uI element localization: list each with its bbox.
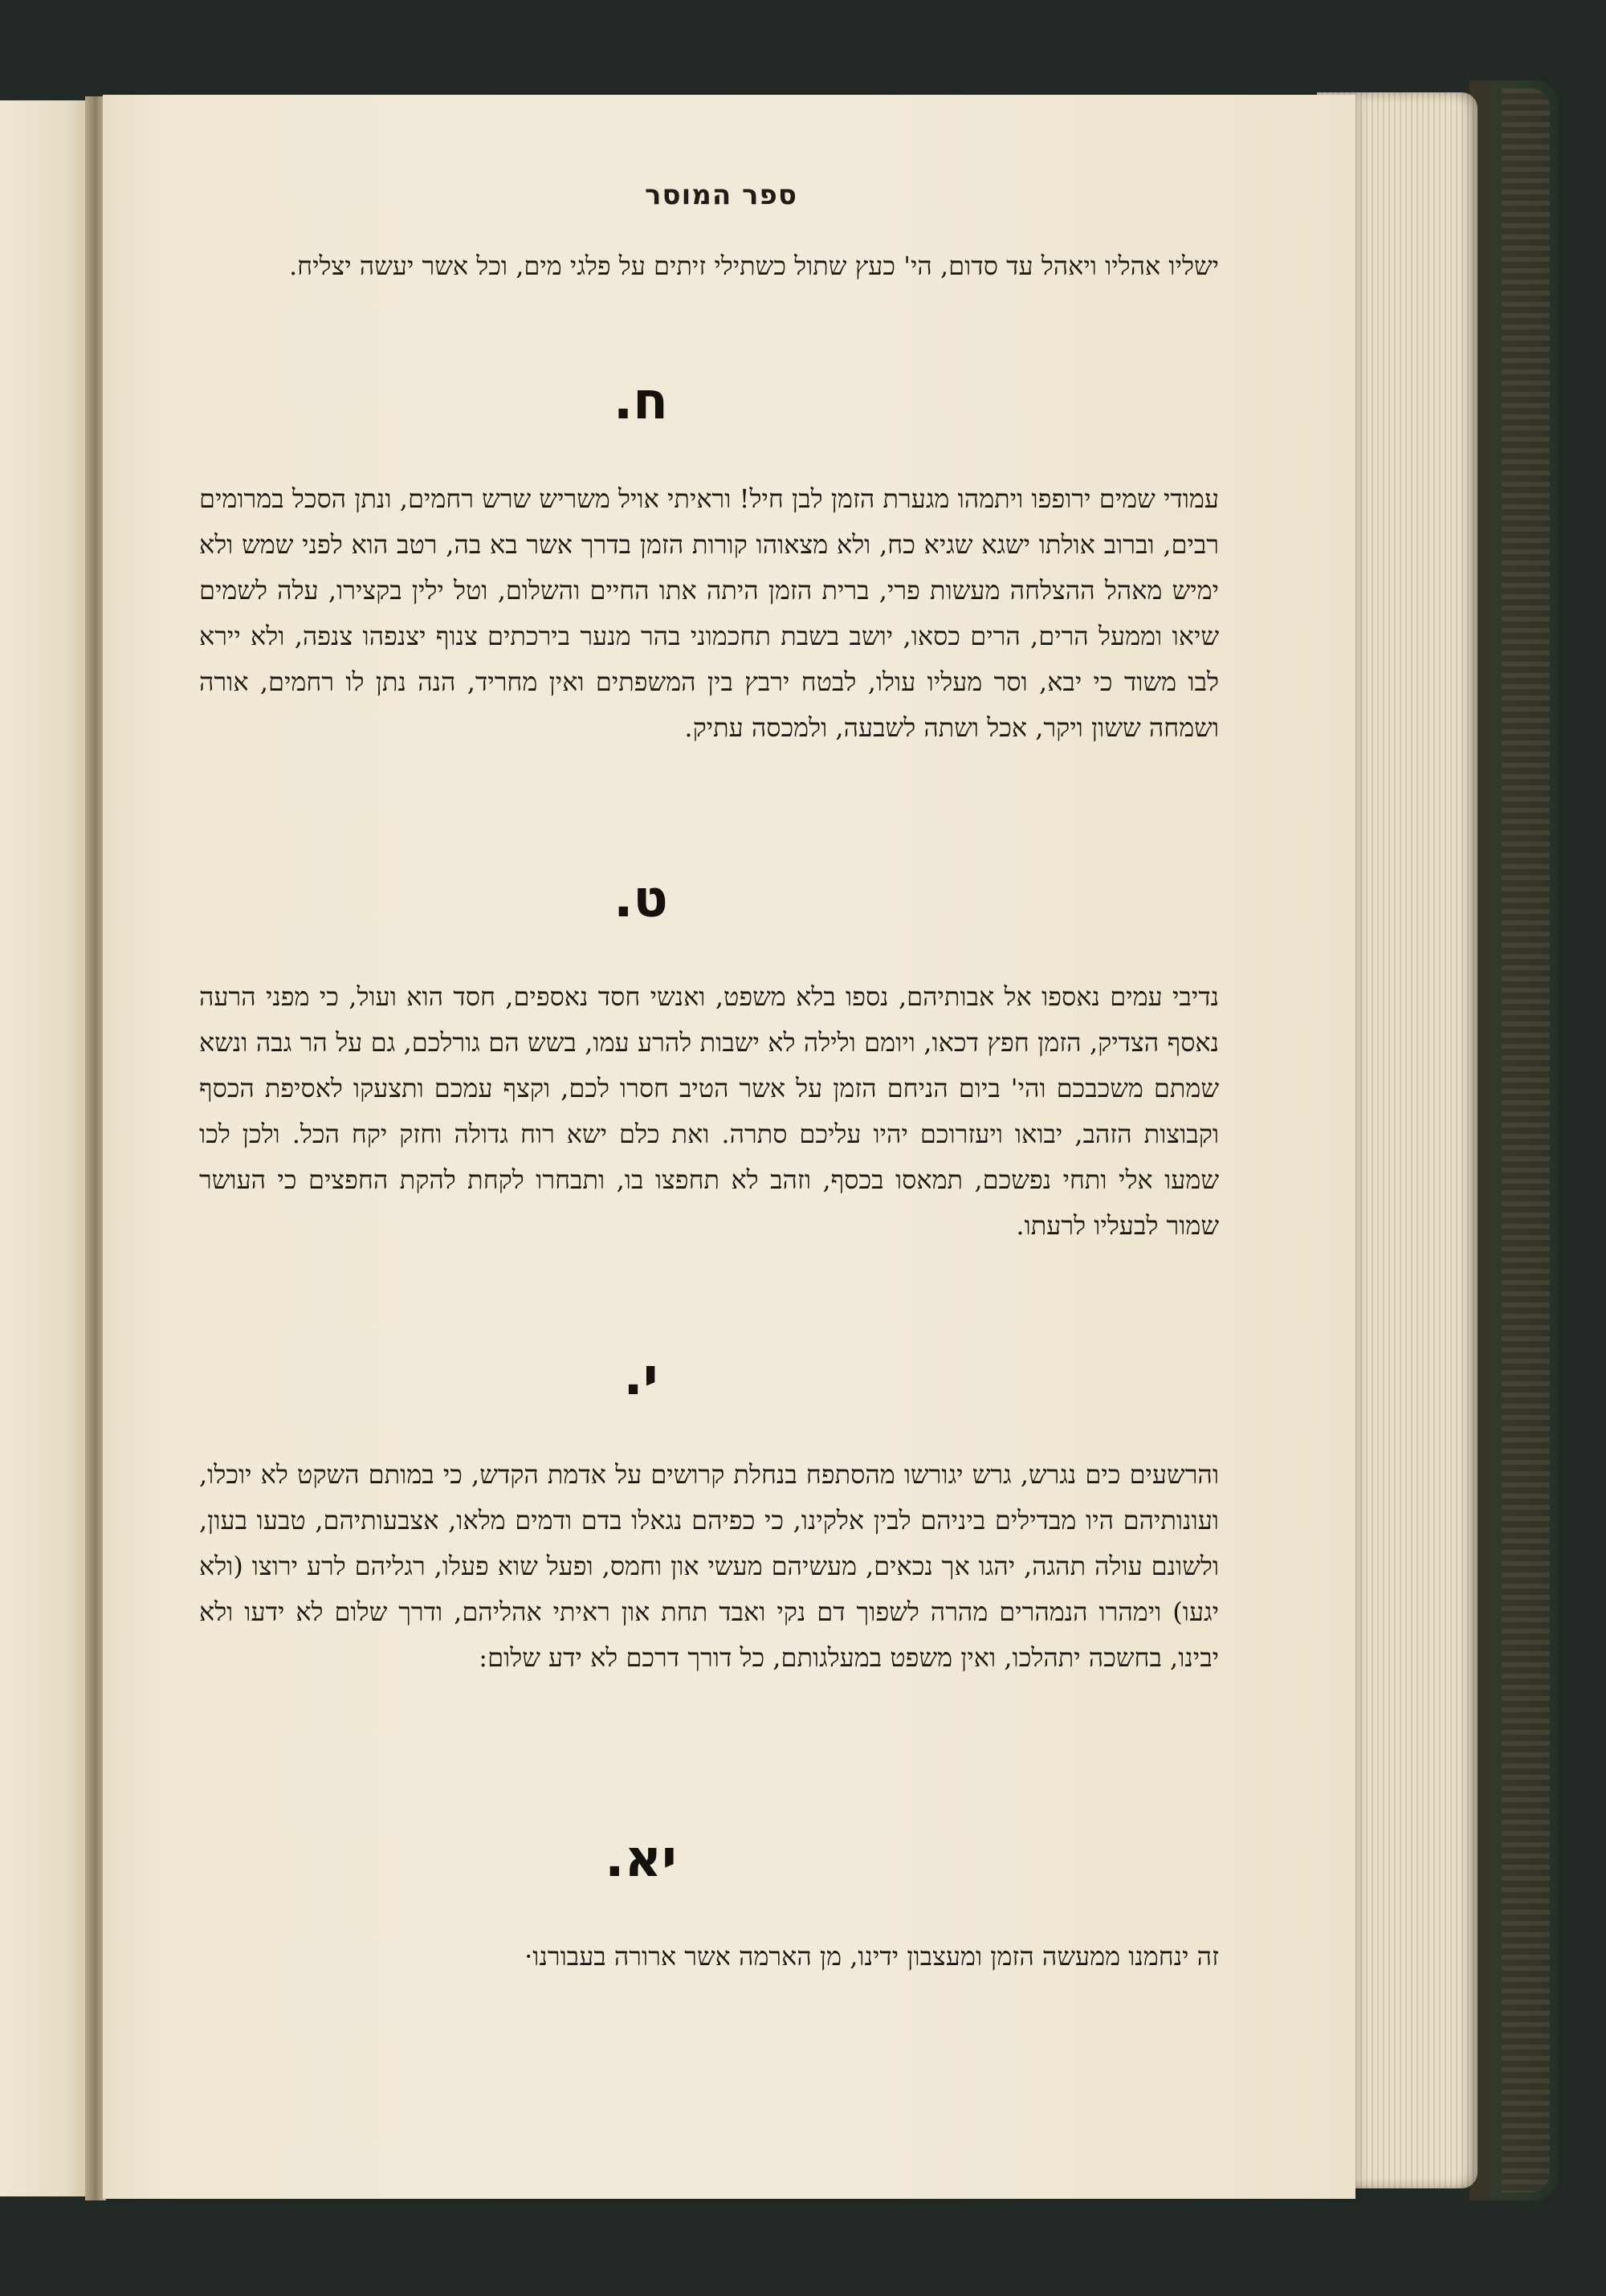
right-page	[103, 95, 1355, 2199]
section-heading-9: ט.	[613, 870, 668, 929]
section-10-text: והרשעים כים נגרש, גרש יגורשו מהסתפח בנחלת קרושים על אדמת הקדש, כי במותם השקט לא יוכלו, ועונותיהם היו מבדילים ביניהם לבין אלקינו, כי כפיהם נגאלו בדם ודמים מלאו, אצבעותיהם, טבעו בעון, ולשונם עולה תהגה, יהגו אך נכאים, מעשיהם מעשי און וחמס, ופעל שוא פעלו, רגליהם לרע ירוצו (ולא יגעו) וימהרו הנמהרים מהרה לשפוך דם נקי ואבד תחת און ראיתי אהליהם, ודרך שלום לא ידעו ולא יבינו, בחשכה יתהלכו, ואין משפט במעלגותם, כל דורך דרכם לא ידע שלום:	[199, 1459, 1220, 1673]
section-heading-11: יא.	[605, 1829, 677, 1889]
section-heading-10: י.	[623, 1348, 658, 1407]
cover-fray	[1502, 88, 1550, 2192]
section-heading-8: ח.	[613, 372, 669, 431]
intro-text: ישליו אהליו ויאהל עד סדום, הי' כעץ שתול כשתילי זיתים על פלגי מים, וכל אשר יעשה יצליח.	[289, 251, 1219, 281]
section-8-body	[199, 476, 1219, 751]
section-9-body	[199, 974, 1219, 1249]
section-11-body	[199, 1934, 1219, 1980]
running-header: ספר המוסר	[645, 179, 797, 211]
left-page-edge	[0, 100, 95, 2196]
section-8-text: עמודי שמים ירופפו ויתמהו מגערת הזמן לבן חיל! וראיתי אויל משריש שרש רחמים, ונתן הסכל במרומים רבים, וברוב אולתו ישגא שגיא כח, ולא מצאוהו קורות הזמן בדרך אשר בא בה, רטב הוא לפני שמש ולא ימיש מאהל ההצלחה מעשות פרי, ברית הזמן היתה אתו החיים והשלום, וטל ילין בקצירו, עלה לשמים שיאו וממעל הרים, הרים כסאו, יושב בשבת תחכמוני בהר מנער בירכתים צנוף יצנפהו צנפה, ולא יירא לבו משוד כי יבא, וסר מעליו עולו, לבטח ירבץ בין המשפתים ואין מחריד, הנה נתן לו רחמים, אורה ושמחה ששון ויקר, אכל ושתה לשבעה, ולמכסה עתיק.	[199, 483, 1220, 743]
intro-paragraph	[199, 243, 1219, 289]
section-10-body	[199, 1452, 1219, 1681]
section-11-text: זה ינחמנו ממעשה הזמן ומעצבון ידינו, מן הארמה אשר ארורה בעבורנו·	[524, 1941, 1219, 1972]
section-9-text: נדיבי עמים נאספו אל אבותיהם, נספו בלא משפט, ואנשי חסד נאספים, חסד הוא ועול, כי מפני הרעה נאסף הצדיק, הזמן חפץ דכאו, ויומם ולילה לא ישבות להרע עמו, בשש הם גורלכם, גם על הר גבה ונשא שמתם משכבכם והי' ביום הניחם הזמן על אשר הטיב חסרו לכם, וקצף עמכם ותצעקו לאסיפת הכסף וקבוצות הזהב, יבואו ויעזרוכם יהיו עליכם סתרה. ואת כלם ישא רוח גדולה וחזק יקח הכל. ולכן לכו שמעו אלי ותחי נפשכם, תמאסו בכסף, וזהב לא תחפצו בו, ותבחרו לקחת להקת החפצים כי העושר שמור לבעליו לרעתו.	[199, 981, 1220, 1241]
